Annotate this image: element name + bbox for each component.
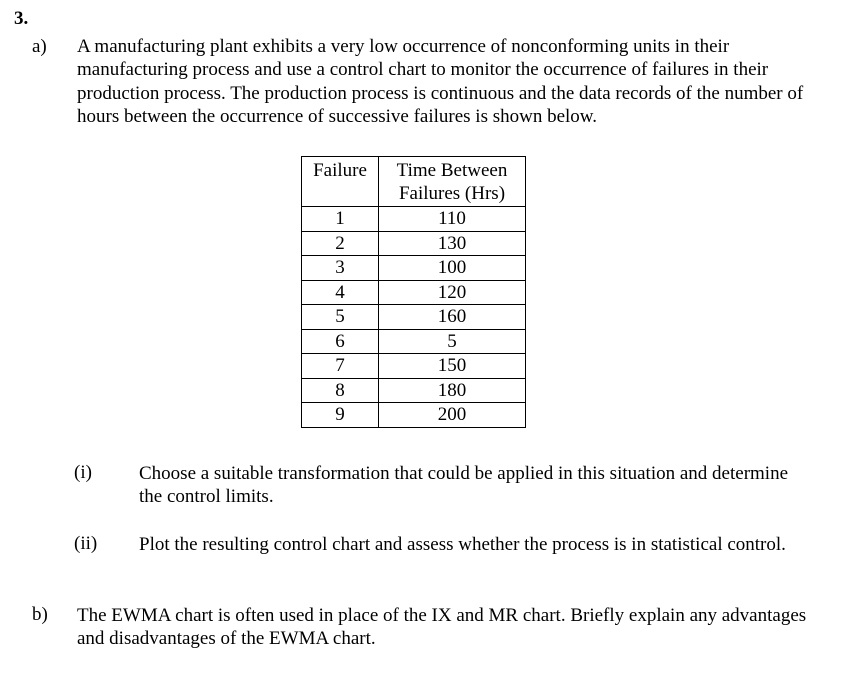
time-between-failures: 5 <box>379 329 526 354</box>
time-between-failures: 150 <box>379 354 526 379</box>
failure-number: 3 <box>302 256 379 281</box>
failure-number: 6 <box>302 329 379 354</box>
time-between-failures: 160 <box>379 305 526 330</box>
header-failure: Failure <box>302 157 379 207</box>
failure-data-table <box>301 156 526 428</box>
table-header-row <box>302 157 526 207</box>
part-b-text: The EWMA chart is often used in place of the IX and MR chart. Briefly explain any advantages and disadvantages of the EWMA chart. <box>77 605 807 650</box>
header-time-between-failures: Time Between Failures (Hrs) <box>379 157 526 207</box>
table-row <box>302 280 526 305</box>
table-row <box>302 354 526 379</box>
failure-number: 7 <box>302 354 379 379</box>
time-between-failures: 100 <box>379 256 526 281</box>
question-number: 3. <box>14 8 29 29</box>
time-between-failures: 110 <box>379 207 526 232</box>
subpart-i-label: (i) <box>74 462 92 483</box>
subpart-i-text: Choose a suitable transformation that could be applied in this situation and determine the control limits. <box>139 463 789 508</box>
subpart-ii-label: (ii) <box>74 533 98 554</box>
table-row <box>302 403 526 428</box>
table-row <box>302 231 526 256</box>
failure-number: 9 <box>302 403 379 428</box>
failure-number: 5 <box>302 305 379 330</box>
time-between-failures: 180 <box>379 378 526 403</box>
table-row <box>302 305 526 330</box>
failure-number: 4 <box>302 280 379 305</box>
part-a-label: a) <box>32 36 47 57</box>
time-between-failures: 200 <box>379 403 526 428</box>
subpart-ii-text: Plot the resulting control chart and assess whether the process is in statistical control. <box>139 534 786 555</box>
table-row <box>302 256 526 281</box>
failure-number: 1 <box>302 207 379 232</box>
table-row <box>302 329 526 354</box>
part-b-label: b) <box>32 604 48 625</box>
failure-number: 8 <box>302 378 379 403</box>
table-row <box>302 378 526 403</box>
table-row <box>302 207 526 232</box>
failure-number: 2 <box>302 231 379 256</box>
part-a-text: A manufacturing plant exhibits a very low occurrence of nonconforming units in their manufacturing process and use a control chart to monitor the occurrence of failures in their production process. The production process is continuous and the data records of the number of hours between the occurrence of successive failures is shown below. <box>77 36 804 127</box>
time-between-failures: 130 <box>379 231 526 256</box>
time-between-failures: 120 <box>379 280 526 305</box>
